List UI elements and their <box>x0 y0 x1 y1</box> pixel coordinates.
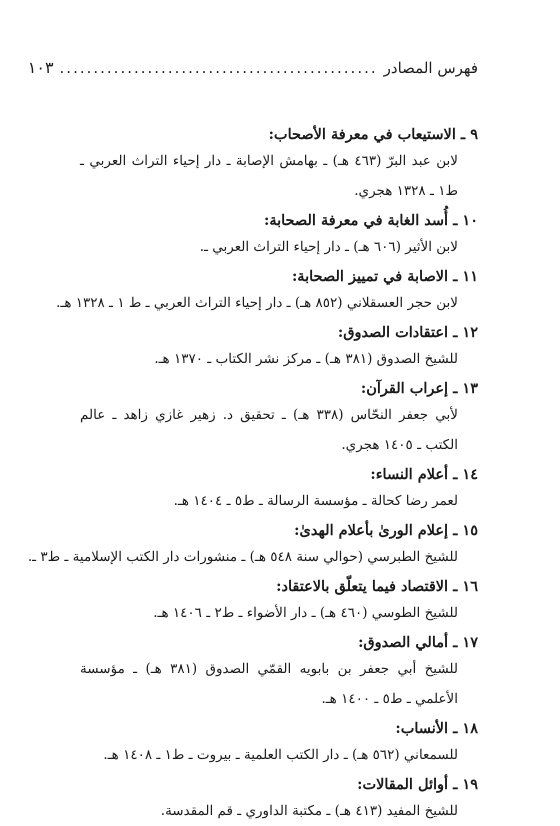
entry-title: ١٩ ـ أوائل المقالات: <box>357 776 478 793</box>
entry-citation: لأبي جعفر النحّاس (٣٣٨ هـ) ـ تحقيق د. زهير غازي زاهد ـ عالم الكتب ـ ١٤٠٥ هجري. <box>80 407 458 453</box>
entry-citation: للشيخ أبي جعفر بن بابويه القمّي الصدوق (٣٨١ هـ) ـ مؤسسة الأعلمي ـ ط٥ ـ ١٤٠٠ هـ. <box>80 661 458 707</box>
entry-citation: لابن حجر العسقلاني (٨٥٢ هـ) ـ دار إحياء التراث العربي ـ ط ١ ـ ١٣٢٨ هـ. <box>56 295 458 311</box>
entry-title: ١٠ ـ أُسد الغابة في معرفة الصحابة: <box>263 212 478 229</box>
entry-citation: لعمر رضا كحالة ـ مؤسسة الرسالة ـ ط٥ ـ ١٤٠٤ هـ. <box>173 493 458 509</box>
entry-citation: لابن الأثير (٦٠٦ هـ) ـ دار إحياء التراث العربي ـ. <box>199 239 458 255</box>
entry-citation: للشيخ الصدوق (٣٨١ هـ) ـ مركز نشر الكتاب ـ ١٣٧٠ هـ. <box>154 351 458 367</box>
bibliography-entry <box>80 124 478 206</box>
entry-citation: للشيخ المفيد (٤١٣ هـ) ـ مكتبة الداوري ـ قم المقدسة. <box>160 803 458 819</box>
header-title: فهرس المصادر <box>383 59 478 77</box>
bibliography-entry <box>80 718 478 770</box>
bibliography-entry <box>80 632 478 714</box>
bibliography-entry <box>80 210 478 262</box>
bibliography-entry <box>80 322 478 374</box>
entry-title: ١٦ ـ الاقتصاد فيما يتعلّق بالاعتقاد: <box>276 578 478 595</box>
entry-title: ١٣ ـ إعراب القرآن: <box>360 380 478 397</box>
page-number: ١٠٣ <box>27 58 54 77</box>
entry-citation: للشيخ الطبرسي (حوالي سنة ٥٤٨ هـ) ـ منشورات دار الكتب الإسلامية ـ ط٣ ـ. <box>27 549 458 565</box>
bibliography-entry <box>56 266 478 318</box>
bibliography-entry <box>80 576 478 628</box>
bibliography-entry <box>80 378 478 460</box>
header-leader-dots: ............................................... <box>59 59 378 77</box>
entry-title: ١٥ ـ إعلام الورىٰ بأعلام الهدىٰ: <box>294 522 478 539</box>
entry-title: ١١ ـ الاصابة في تمييز الصحابة: <box>291 268 478 285</box>
entry-title: ١٢ ـ اعتقادات الصدوق: <box>337 324 478 341</box>
bibliography-list <box>27 124 478 826</box>
entry-title: ٩ ـ الاستيعاب في معرفة الأصحاب: <box>268 126 478 143</box>
entry-title: ١٧ ـ أمالي الصدوق: <box>358 634 478 651</box>
entry-title: ١٨ ـ الأنساب: <box>395 720 478 737</box>
entry-title: ١٤ ـ أعلام النساء: <box>370 466 478 483</box>
entry-citation: للسمعاني (٥٦٢ هـ) ـ دار الكتب العلمية ـ بيروت ـ ط١ ـ ١٤٠٨ هـ. <box>103 747 458 763</box>
bibliography-entry <box>80 774 478 826</box>
bibliography-entry <box>80 464 478 516</box>
running-header <box>27 58 478 84</box>
entry-citation: لابن عبد البرّ (٤٦٣ هـ) ـ بهامش الإصابة ـ دار إحياء التراث العربي ـ ط١ ـ ١٣٢٨ هجري. <box>80 153 458 199</box>
bibliography-entry <box>27 520 478 572</box>
entry-citation: للشيخ الطوسي (٤٦٠ هـ) ـ دار الأضواء ـ ط٢ ـ ١٤٠٦ هـ. <box>153 605 458 621</box>
